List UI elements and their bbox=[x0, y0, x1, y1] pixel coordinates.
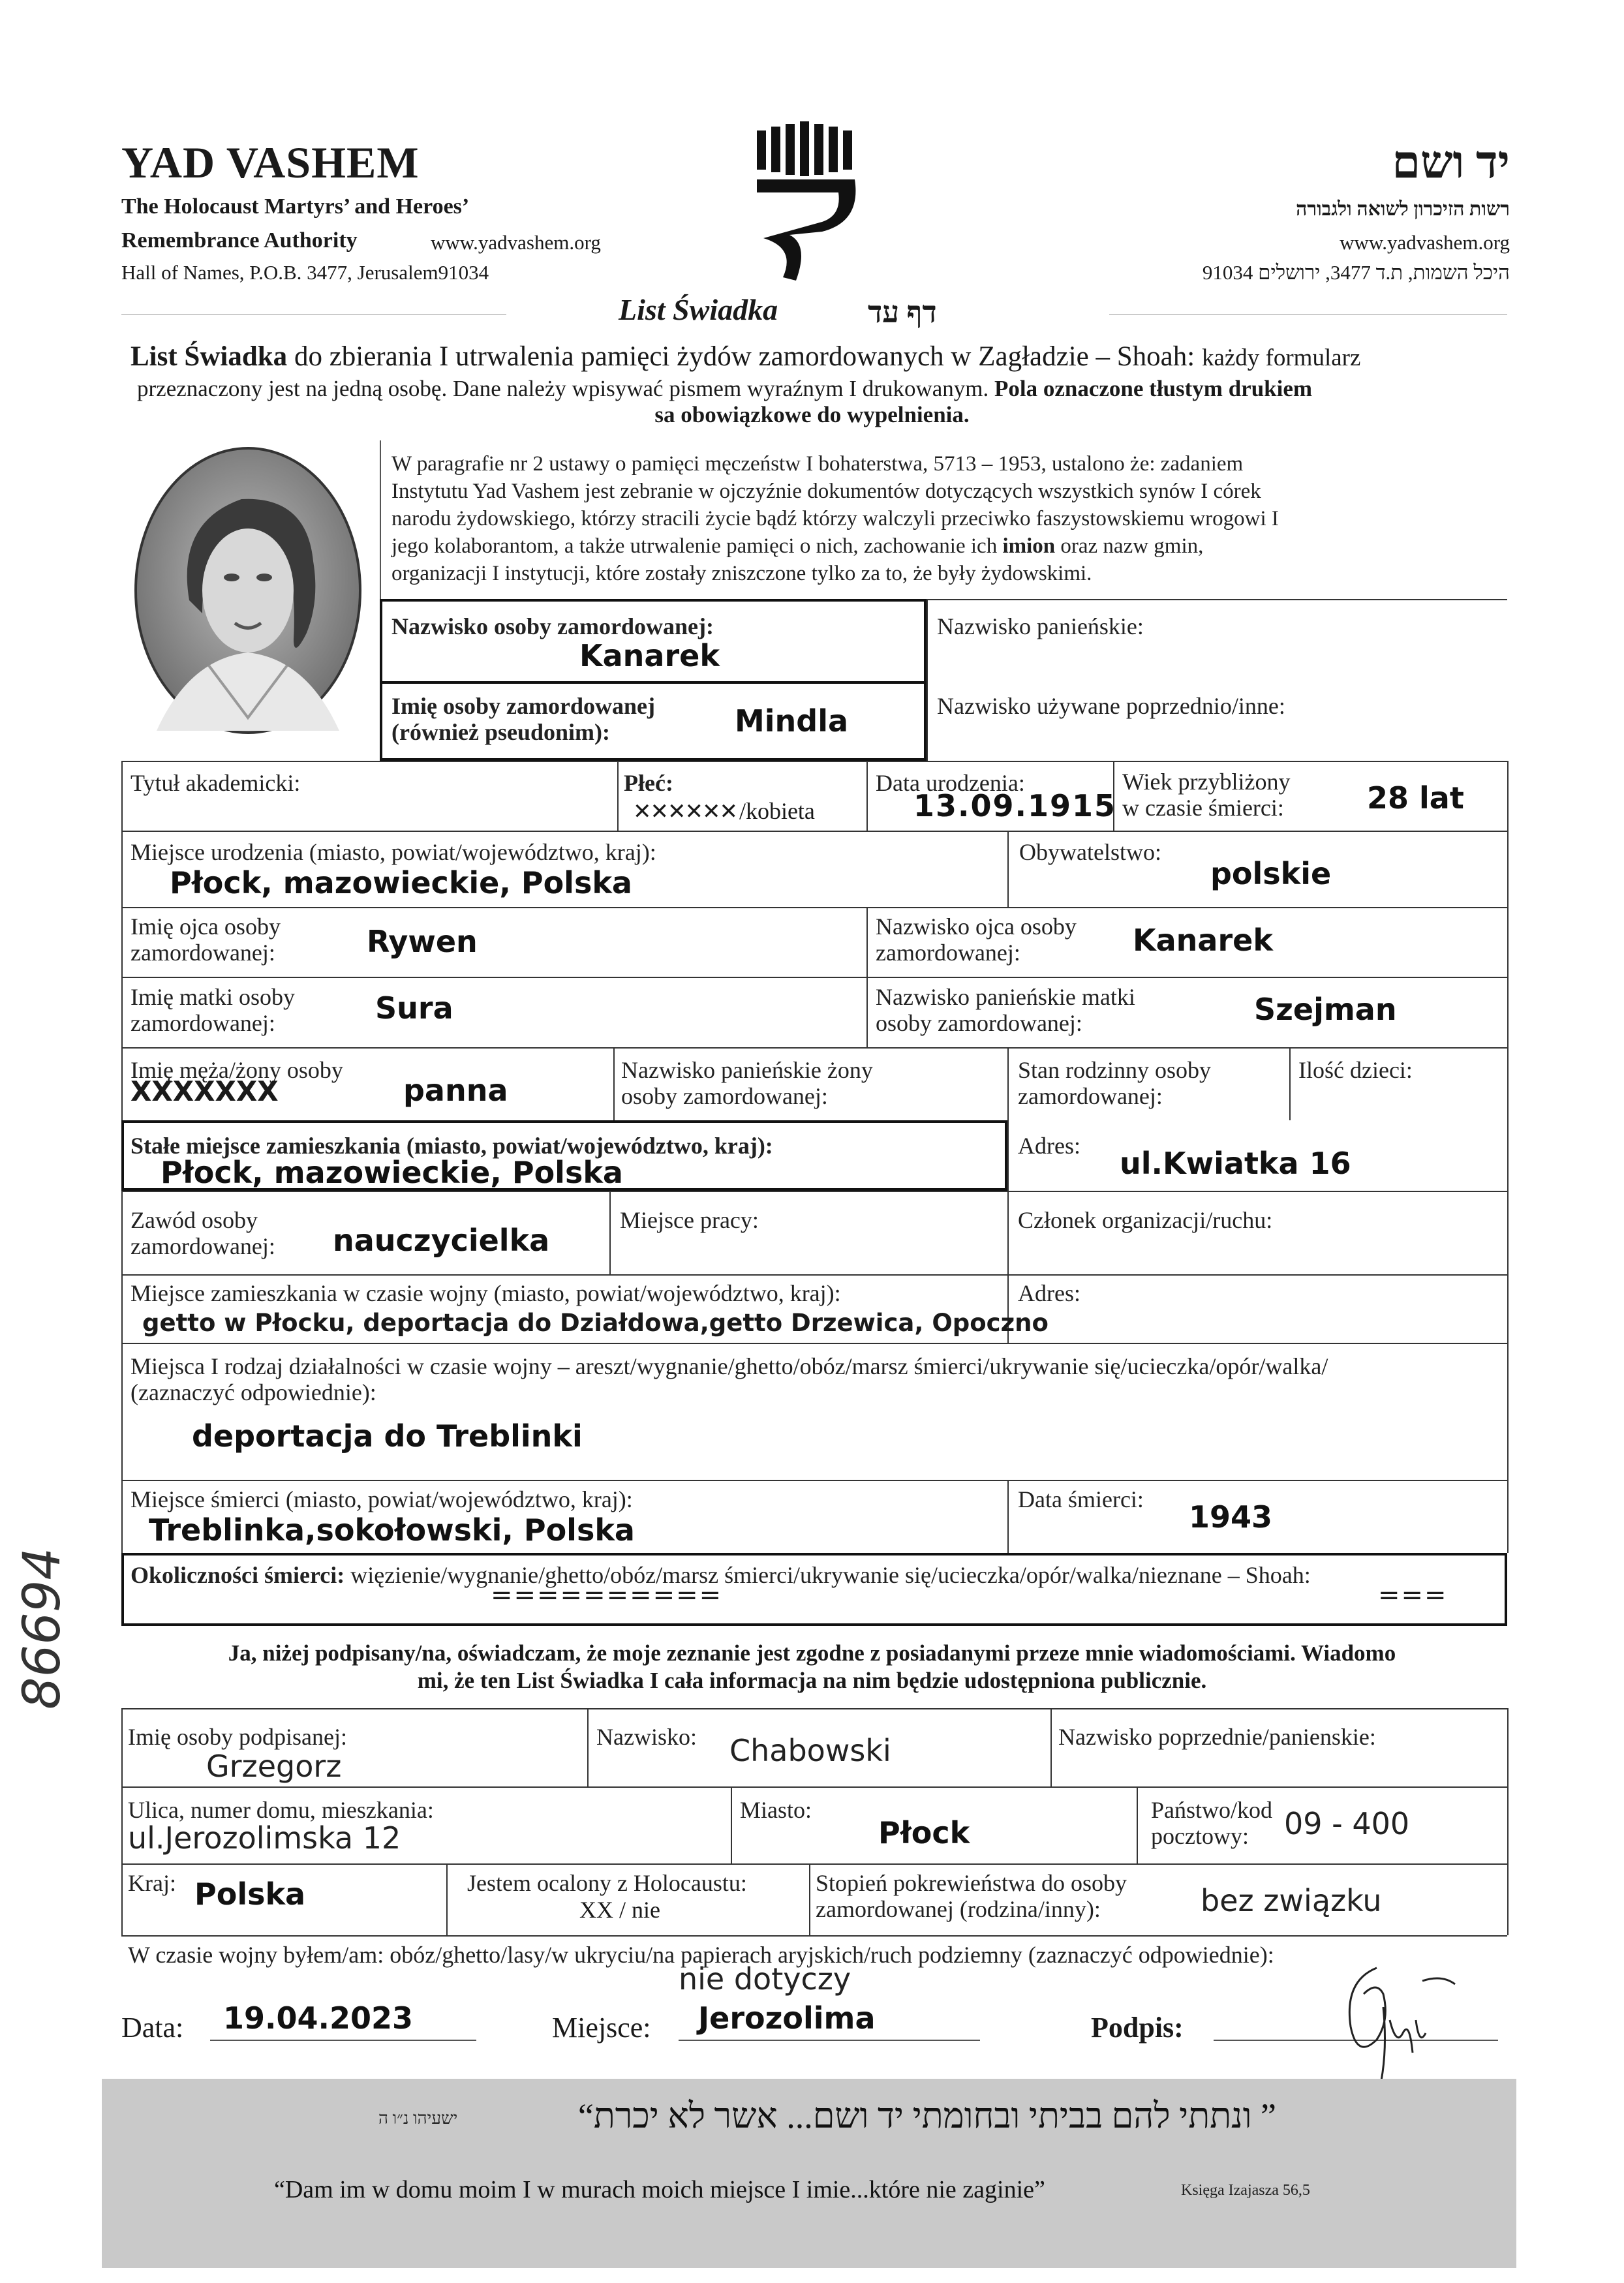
mother-name-label1: Imię matki osoby bbox=[130, 984, 295, 1010]
survivor-value[interactable]: XX / nie bbox=[579, 1897, 660, 1923]
hebrew-org-line1: רשות הזיכרון לשואה ולגבורה bbox=[1296, 198, 1510, 220]
signer-street-label: Ulica, numer domu, mieszkania: bbox=[128, 1797, 434, 1823]
org-name: YAD VASHEM bbox=[121, 138, 420, 187]
relation-label2: zamordowanej (rodzina/inny): bbox=[816, 1896, 1101, 1922]
intro-title: List Świadka bbox=[130, 341, 288, 372]
workplace-label: Miejsce pracy: bbox=[620, 1207, 759, 1233]
first-name-label1: Imię osoby zamordowanej bbox=[391, 693, 655, 719]
sex-male-strike: ✕✕✕✕✕✕ bbox=[633, 799, 737, 825]
father-name-label1: Imię ojca osoby bbox=[130, 913, 281, 940]
intro-line2-text: przeznaczony jest na jedną osobę. Dane należy wpisywać pismem wyraźnym I drukowanym. bbox=[137, 376, 989, 401]
signer-first-name-label: Imię osoby podpisanej: bbox=[128, 1724, 347, 1750]
signer-previous-label: Nazwisko poprzednie/panienskie: bbox=[1058, 1724, 1376, 1750]
citizenship-value[interactable]: polskie bbox=[1210, 856, 1332, 891]
hebrew-website: www.yadvashem.org bbox=[1340, 231, 1510, 254]
previous-name-label: Nazwisko używane poprzednio/inne: bbox=[937, 693, 1285, 719]
father-name-value[interactable]: Rywen bbox=[367, 924, 478, 959]
spouse-value[interactable]: panna bbox=[403, 1073, 508, 1108]
spouse-maiden-label2: osoby zamordowanej: bbox=[621, 1083, 828, 1109]
address-value[interactable]: ul.Kwiatka 16 bbox=[1120, 1146, 1351, 1181]
profession-label1: Zawód osoby bbox=[130, 1207, 258, 1233]
mother-name-value[interactable]: Sura bbox=[375, 990, 453, 1026]
death-place-value[interactable]: Treblinka,sokołowski, Polska bbox=[149, 1512, 635, 1548]
sex-label: Płeć: bbox=[624, 770, 673, 796]
intro-line2-bold: Pola oznaczone tłustym drukiem bbox=[994, 376, 1313, 401]
residence-value[interactable]: Płock, mazowieckie, Polska bbox=[161, 1155, 623, 1190]
org-address: Hall of Names, P.O.B. 3477, Jerusalem91034 bbox=[121, 261, 489, 284]
first-name-label2: (również pseudonim): bbox=[391, 719, 610, 745]
citizenship-label: Obywatelstwo: bbox=[1019, 839, 1161, 865]
father-surname-label1: Nazwisko ojca osoby bbox=[876, 913, 1077, 940]
date-value[interactable]: 19.04.2023 bbox=[223, 2000, 414, 2036]
survivor-label: Jestem ocalony z Holocaustu: bbox=[467, 1870, 747, 1896]
profession-value[interactable]: nauczycielka bbox=[333, 1223, 550, 1258]
signer-country-label: Kraj: bbox=[128, 1870, 176, 1896]
marital-label2: zamordowanej: bbox=[1018, 1083, 1163, 1109]
footer-polish-quote: “Dam im w domu moim I w murach moich miejsce I imie...które nie zaginie” bbox=[274, 2176, 1045, 2203]
birth-date-value[interactable]: 13.09.1915 bbox=[913, 788, 1117, 823]
birth-place-value[interactable]: Płock, mazowieckie, Polska bbox=[170, 865, 632, 900]
declaration-line1: Ja, niżej podpisany/na, oświadczam, że moje zeznanie jest zgodne z posiadanymi przeze mnie wiadomościami. Wiadomo bbox=[228, 1640, 1396, 1666]
relation-label1: Stopień pokrewieństwa do osoby bbox=[816, 1870, 1127, 1896]
form-title: List Świadka bbox=[619, 293, 778, 326]
date-label: Data: bbox=[121, 2012, 184, 2044]
circumstances-mark-prison: ========== bbox=[491, 1580, 723, 1610]
war-residence-value[interactable]: getto w Płocku, deportacja do Działdowa,getto Drzewica, Opoczno bbox=[142, 1309, 1049, 1337]
org-line2: Remembrance Authority bbox=[121, 228, 358, 253]
residence-label: Stałe miejsce zamieszkania (miasto, powiat/województwo, kraj): bbox=[130, 1133, 773, 1159]
war-activity-label1: Miejsca I rodzaj działalności w czasie wojny – areszt/wygnanie/ghetto/obóz/marsz śmierci/ukrywanie się/ucieczka/opór/walka/ bbox=[130, 1353, 1328, 1379]
organization-label: Członek organizacji/ruchu: bbox=[1018, 1207, 1273, 1233]
law-line4a: jego kolaborantom, a także utrwalenie pamięci o nich, zachowanie ich bbox=[391, 534, 998, 558]
place-value[interactable]: Jerozolima bbox=[698, 2000, 876, 2036]
law-line1: W paragrafie nr 2 ustawy o pamięci męczeństw I bohaterstwa, 5713 – 1953, ustalono że: zadaniem bbox=[391, 452, 1244, 476]
signature-label: Podpis: bbox=[1091, 2012, 1184, 2044]
sex-value: /kobieta bbox=[739, 798, 815, 824]
marital-label1: Stan rodzinny osoby bbox=[1018, 1057, 1211, 1083]
mother-name-label2: zamordowanej: bbox=[130, 1010, 275, 1036]
relation-value[interactable]: bez związku bbox=[1201, 1883, 1382, 1918]
signer-postal-label2: pocztowy: bbox=[1151, 1823, 1249, 1849]
signer-first-name-value[interactable]: Grzegorz bbox=[206, 1749, 342, 1784]
maiden-label: Nazwisko panieńskie: bbox=[937, 613, 1144, 639]
law-line4b: imion bbox=[1002, 534, 1056, 558]
signer-city-value[interactable]: Płock bbox=[878, 1815, 970, 1850]
wartime-label: W czasie wojny byłem/am: obóz/ghetto/lasy/w ukryciu/na papierach aryjskich/ruch podziemny (zaznaczyć odpowiednie): bbox=[128, 1942, 1274, 1968]
war-activity-value[interactable]: deportacja do Treblinki bbox=[192, 1418, 583, 1454]
surname-value[interactable]: Kanarek bbox=[579, 638, 720, 673]
org-website: www.yadvashem.org bbox=[431, 231, 601, 254]
death-date-value[interactable]: 1943 bbox=[1189, 1499, 1273, 1535]
title-label: Tytuł akademicki: bbox=[130, 770, 301, 796]
circumstances-options: więzienie/wygnanie/ghetto/obóz/marsz śmierci/ukrywanie się/ucieczka/opór/walka/nieznane – Shoah: bbox=[350, 1562, 1311, 1588]
war-address-label: Adres: bbox=[1018, 1280, 1080, 1306]
intro-line1-text: do zbierania I utrwalenia pamięci żydów zamordowanych w Zagładzie – Shoah: bbox=[294, 341, 1195, 372]
father-surname-label2: zamordowanej: bbox=[876, 940, 1020, 966]
intro-line1-end: każdy formularz bbox=[1201, 345, 1361, 371]
footer-hebrew-source: ישעיהו נ״ו ה bbox=[378, 2109, 458, 2128]
signer-postal-label1: Państwo/kod bbox=[1151, 1797, 1273, 1823]
law-line4c: oraz nazw gmin, bbox=[1060, 534, 1204, 558]
age-value[interactable]: 28 lat bbox=[1367, 780, 1464, 816]
first-name-value[interactable]: Mindla bbox=[735, 703, 849, 739]
law-text bbox=[391, 450, 1501, 587]
spouse-strike: XXXXXXX bbox=[130, 1075, 279, 1107]
victim-photo bbox=[130, 444, 365, 737]
intro-line2 bbox=[137, 376, 1312, 402]
org-line1: The Holocaust Martyrs’ and Heroes’ bbox=[121, 194, 470, 219]
profession-label2: zamordowanej: bbox=[130, 1233, 275, 1259]
spouse-label: Imię męża/żony osoby bbox=[130, 1057, 343, 1083]
footer-polish-source: Księga Izajasza 56,5 bbox=[1181, 2182, 1310, 2199]
age-label2: w czasie śmierci: bbox=[1122, 795, 1284, 821]
signer-city-label: Miasto: bbox=[740, 1797, 812, 1823]
margin-note: 86694 bbox=[13, 1547, 72, 1709]
death-place-label: Miejsce śmierci (miasto, powiat/województwo, kraj): bbox=[130, 1486, 633, 1512]
yad-vashem-logo bbox=[750, 117, 868, 281]
birth-place-label: Miejsce urodzenia (miasto, powiat/województwo, kraj): bbox=[130, 839, 656, 865]
father-surname-value[interactable]: Kanarek bbox=[1133, 923, 1273, 958]
war-residence-label: Miejsce zamieszkania w czasie wojny (miasto, powiat/województwo, kraj): bbox=[130, 1280, 841, 1306]
mother-maiden-value[interactable]: Szejman bbox=[1254, 992, 1397, 1027]
signer-street-value[interactable]: ul.Jerozolimska 12 bbox=[128, 1820, 401, 1856]
hebrew-address: היכל השמות, ת.ד 3477, ירושלים 91034 bbox=[1202, 261, 1510, 284]
death-date-label: Data śmierci: bbox=[1018, 1486, 1144, 1512]
war-activity-label2: (zaznaczyć odpowiednie): bbox=[130, 1379, 376, 1405]
signer-surname-value[interactable]: Chabowski bbox=[729, 1733, 891, 1768]
sex-field[interactable] bbox=[633, 797, 815, 825]
hebrew-org-name: יד ושם bbox=[1392, 138, 1510, 188]
footer-hebrew-quote: ” ונתתי להם בביתי ובחומתי יד ושם... אשר לא יכרת“ bbox=[577, 2096, 1276, 2136]
address-label: Adres: bbox=[1018, 1133, 1080, 1159]
surname-label: Nazwisko osoby zamordowanej: bbox=[391, 613, 714, 639]
mother-maiden-label1: Nazwisko panieńskie matki bbox=[876, 984, 1135, 1010]
wartime-value[interactable]: nie dotyczy bbox=[679, 1961, 851, 1997]
children-label: Ilość dzieci: bbox=[1298, 1057, 1413, 1083]
law-line2: Instytutu Yad Vashem jest zebranie w ojczyźnie dokumentów dotyczących wszystkich synów I córek bbox=[391, 480, 1261, 503]
birth-date-label: Data urodzenia: bbox=[876, 770, 1025, 796]
circumstances-label: Okoliczności śmierci: bbox=[130, 1562, 345, 1588]
law-line5: organizacji I instytucji, które zostały zniszczone tylko za to, że były żydowskimi. bbox=[391, 562, 1092, 585]
place-label: Miejsce: bbox=[552, 2012, 651, 2044]
age-label1: Wiek przybliżony bbox=[1122, 769, 1291, 795]
form-title-hebrew: דף עד bbox=[868, 296, 937, 329]
signer-country-value[interactable]: Polska bbox=[194, 1877, 306, 1912]
signer-surname-label: Nazwisko: bbox=[596, 1724, 697, 1750]
intro-line1 bbox=[130, 341, 1507, 375]
father-name-label2: zamordowanej: bbox=[130, 940, 275, 966]
circumstances-mark-shoah: === bbox=[1378, 1580, 1448, 1610]
mother-maiden-label2: osoby zamordowanej: bbox=[876, 1010, 1082, 1036]
intro-line3: sa obowiązkowe do wypelnienia. bbox=[654, 402, 970, 427]
law-line4 bbox=[391, 532, 1501, 560]
signer-postal-value[interactable]: 09 - 400 bbox=[1284, 1806, 1410, 1841]
law-line3: narodu żydowskiego, którzy stracili życie bądź którzy walczyli przeciwko faszystowskiemu wrogowi I bbox=[391, 507, 1279, 530]
spouse-maiden-label1: Nazwisko panieńskie żony bbox=[621, 1057, 873, 1083]
declaration-line2: mi, że ten List Świadka I cała informacja na nim będzie udostępniona publicznie. bbox=[417, 1668, 1207, 1693]
